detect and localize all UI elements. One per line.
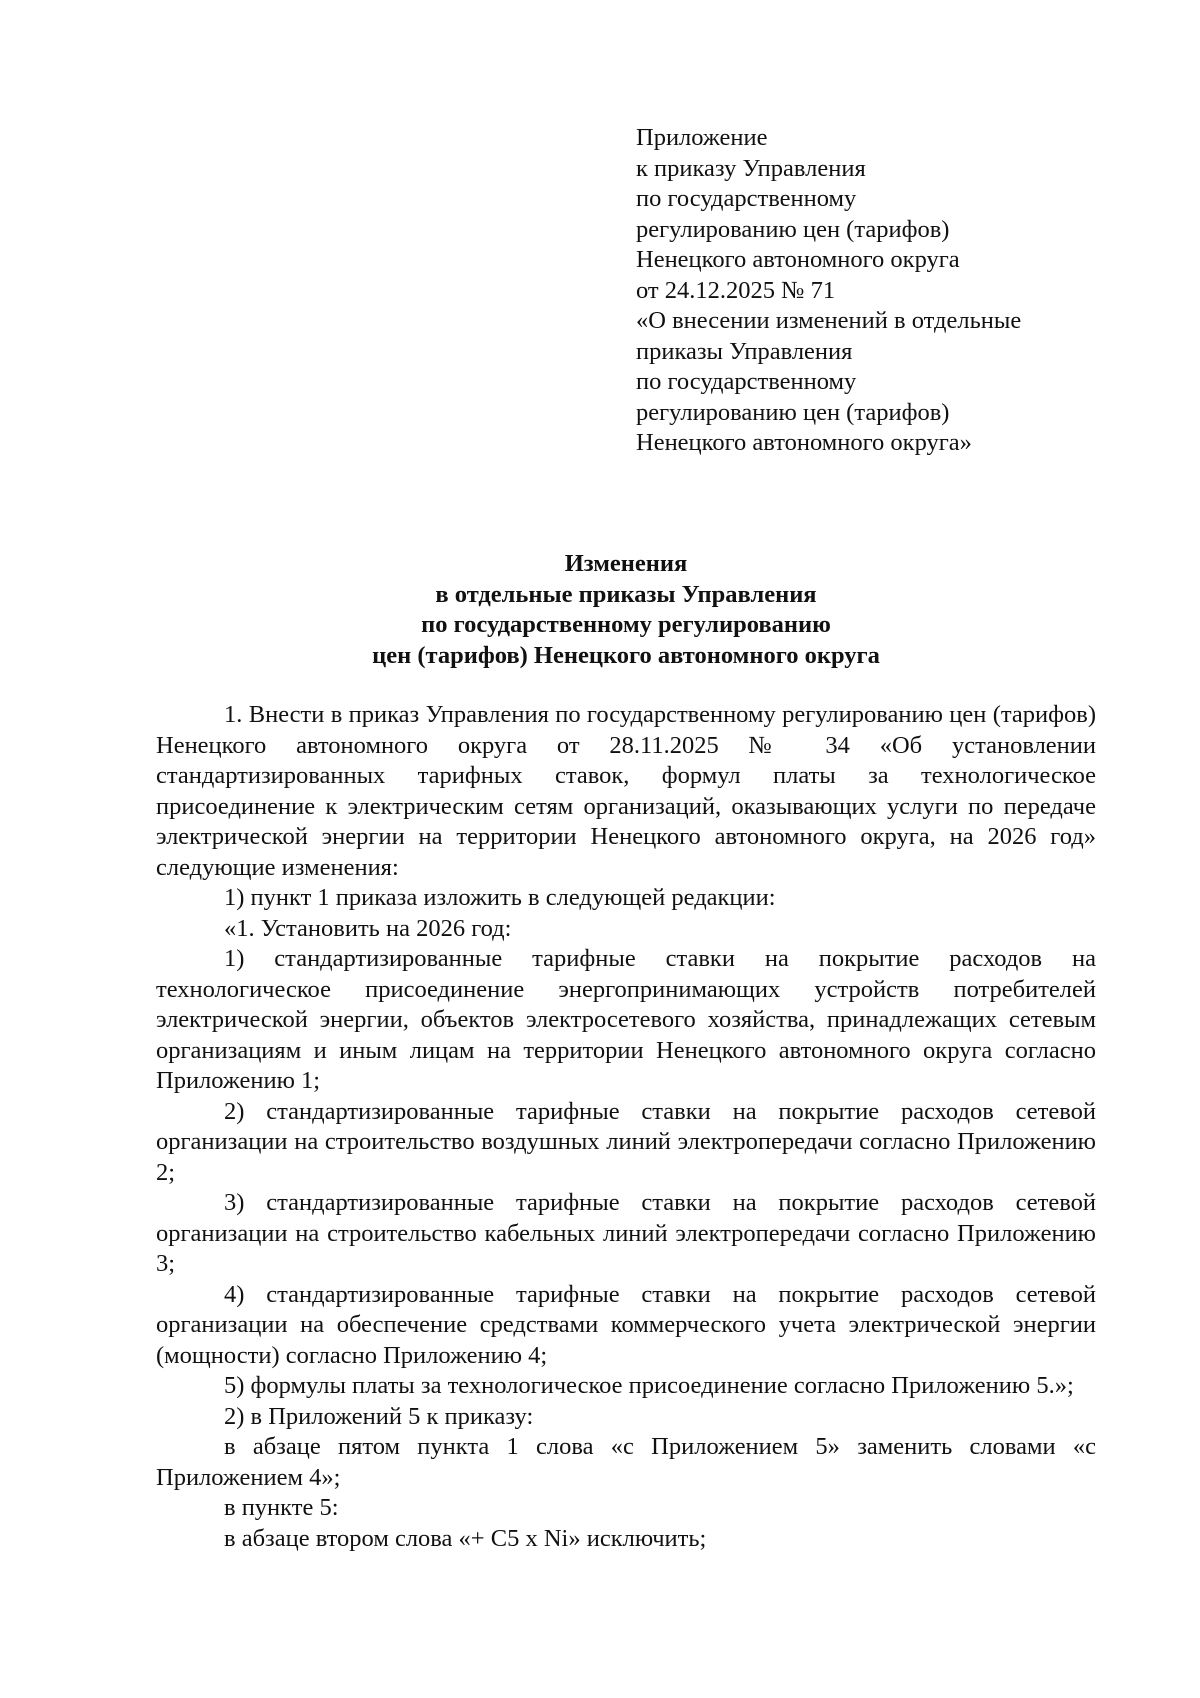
title-line: Изменения [564,550,688,577]
body-paragraph: «1. Установить на 2026 год: [224,914,512,942]
appendix-header-line: приказы Управления [636,337,853,365]
appendix-header-line: регулированию цен (тарифов) [636,398,950,426]
body-paragraph: в пункте 5: [224,1494,339,1521]
body-paragraph: 3) стандартизированные тарифные ставки на покрытие расходов сетевой организации на строительство кабельных линий электропередачи согласно Приложению 3; [156,1189,1096,1277]
body-paragraph: в абзаце пятом пункта 1 слова «с Приложением 5» заменить словами «с Приложением 4»; [156,1433,1096,1491]
document-body [156,700,1096,1554]
title-line: в отдельные приказы Управления [435,580,817,608]
appendix-header-line: Ненецкого автономного округа [636,246,960,273]
body-paragraph: 2) стандартизированные тарифные ставки на покрытие расходов сетевой организации на строительство воздушных линий электропередачи согласно Приложению 2; [156,1097,1096,1186]
body-paragraph: 1. Внести в приказ Управления по государственному регулированию цен (тарифов) Ненецкого автономного округа от 28.11.2025 № 34 «Об установлении стандартизированных тарифных ставок, формул платы за технологическое присоединение к электрическим сетям организаций, оказывающих услуги по передаче электрической энергии на территории Ненецкого автономного округа, на 2026 год» следующие изменения: [156,701,1096,881]
appendix-header-line: к приказу Управления [636,154,866,182]
appendix-header-line: Ненецкого автономного округа» [636,429,972,456]
appendix-header-line: Приложение [636,124,768,151]
body-paragraph: 1) пункт 1 приказа изложить в следующей редакции: [224,884,776,911]
body-paragraph: 1) стандартизированные тарифные ставки на покрытие расходов на технологическое присоединение энергопринимающих устройств потребителей электрической энергии, объектов электросетевого хозяйства, принадлежащих сетевым организациям и иным лицам на территории Ненецкого автономного округа согласно Приложению 1; [156,945,1096,1094]
title-line: по государственному регулированию [421,611,831,638]
appendix-header-line: регулированию цен (тарифов) [636,215,950,243]
appendix-order-date-number: от 24.12.2025 № 71 [636,276,836,304]
body-paragraph: 4) стандартизированные тарифные ставки на покрытие расходов сетевой организации на обеспечение средствами коммерческого учета электрической энергии (мощности) согласно Приложению 4; [156,1280,1096,1369]
title-line: цен (тарифов) Ненецкого автономного округа [372,641,880,669]
appendix-header-line: по государственному [636,368,857,395]
appendix-header-line: «О внесении изменений в отдельные [636,307,1022,334]
body-paragraph: 5) формулы платы за технологическое присоединение согласно Приложению 5.»; [224,1372,1074,1399]
appendix-header-line: по государственному [636,185,857,212]
appendix-header [636,123,1156,459]
document-title [156,549,1096,671]
body-paragraph: 2) в Приложений 5 к приказу: [224,1402,534,1430]
body-paragraph: в абзаце втором слова «+ С5 x Ni» исключить; [224,1524,707,1552]
